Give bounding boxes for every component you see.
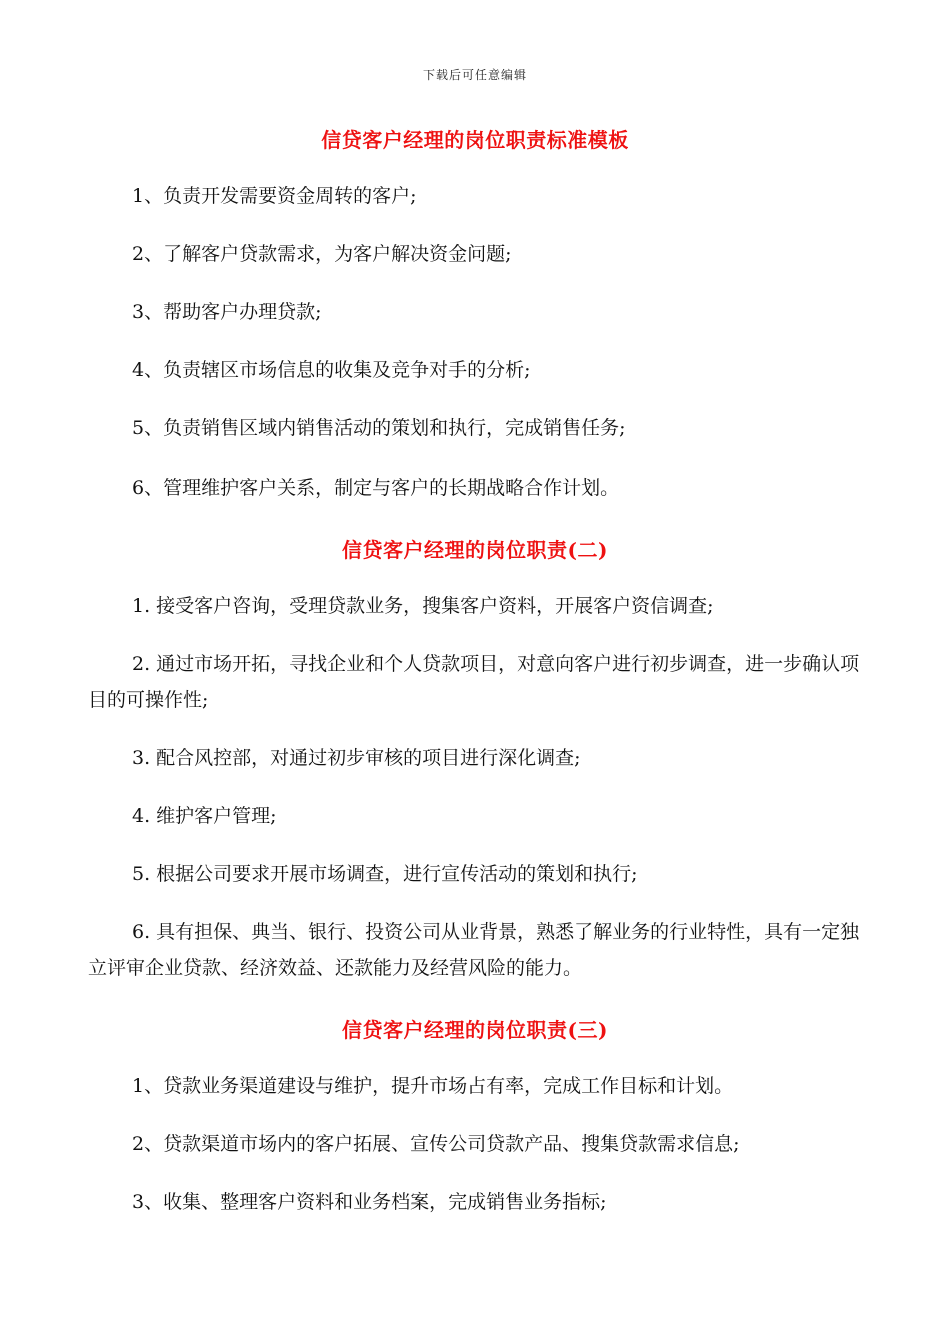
section-1-item-1: 1、负责开发需要资金周转的客户; (132, 185, 417, 207)
section-1-item-3: 3、帮助客户办理贷款; (132, 301, 322, 323)
section-1-item-2: 2、了解客户贷款需求，为客户解决资金问题; (132, 243, 512, 265)
section-title-3: 信贷客户经理的岗位职责(三) (342, 1018, 608, 1042)
section-2-item-6: 6. 具有担保、典当、银行、投资公司从业背景，熟悉了解业务的行业特性，具有一定独立评审企业贷款、经济效益、还款能力及经营风险的能力。 (88, 921, 860, 979)
section-2-item-1: 1. 接受客户咨询，受理贷款业务，搜集客户资料，开展客户资信调查; (132, 595, 714, 617)
section-2-item-3: 3. 配合风控部，对通过初步审核的项目进行深化调查; (132, 747, 581, 769)
section-3-item-3: 3、收集、整理客户资料和业务档案，完成销售业务指标; (132, 1191, 607, 1213)
section-1-item-5: 5、负责销售区域内销售活动的策划和执行，完成销售任务; (132, 417, 626, 439)
section-title-2: 信贷客户经理的岗位职责(二) (342, 538, 608, 562)
section-2-item-2: 2. 通过市场开拓，寻找企业和个人贷款项目，对意向客户进行初步调查，进一步确认项目的可操作性; (88, 653, 860, 711)
section-1-item-6: 6、管理维护客户关系，制定与客户的长期战略合作计划。 (132, 477, 620, 499)
section-3-item-1: 1、贷款业务渠道建设与维护，提升市场占有率，完成工作目标和计划。 (132, 1075, 734, 1097)
section-1-item-4: 4、负责辖区市场信息的收集及竞争对手的分析; (132, 359, 531, 381)
section-3-item-2: 2、贷款渠道市场内的客户拓展、宣传公司贷款产品、搜集贷款需求信息; (132, 1133, 740, 1155)
header-note: 下载后可任意编辑 (422, 68, 527, 82)
section-2-item-4: 4. 维护客户管理; (132, 805, 277, 827)
section-title-1: 信贷客户经理的岗位职责标准模板 (321, 128, 629, 152)
section-2-item-5: 5. 根据公司要求开展市场调查，进行宣传活动的策划和执行; (132, 863, 638, 885)
